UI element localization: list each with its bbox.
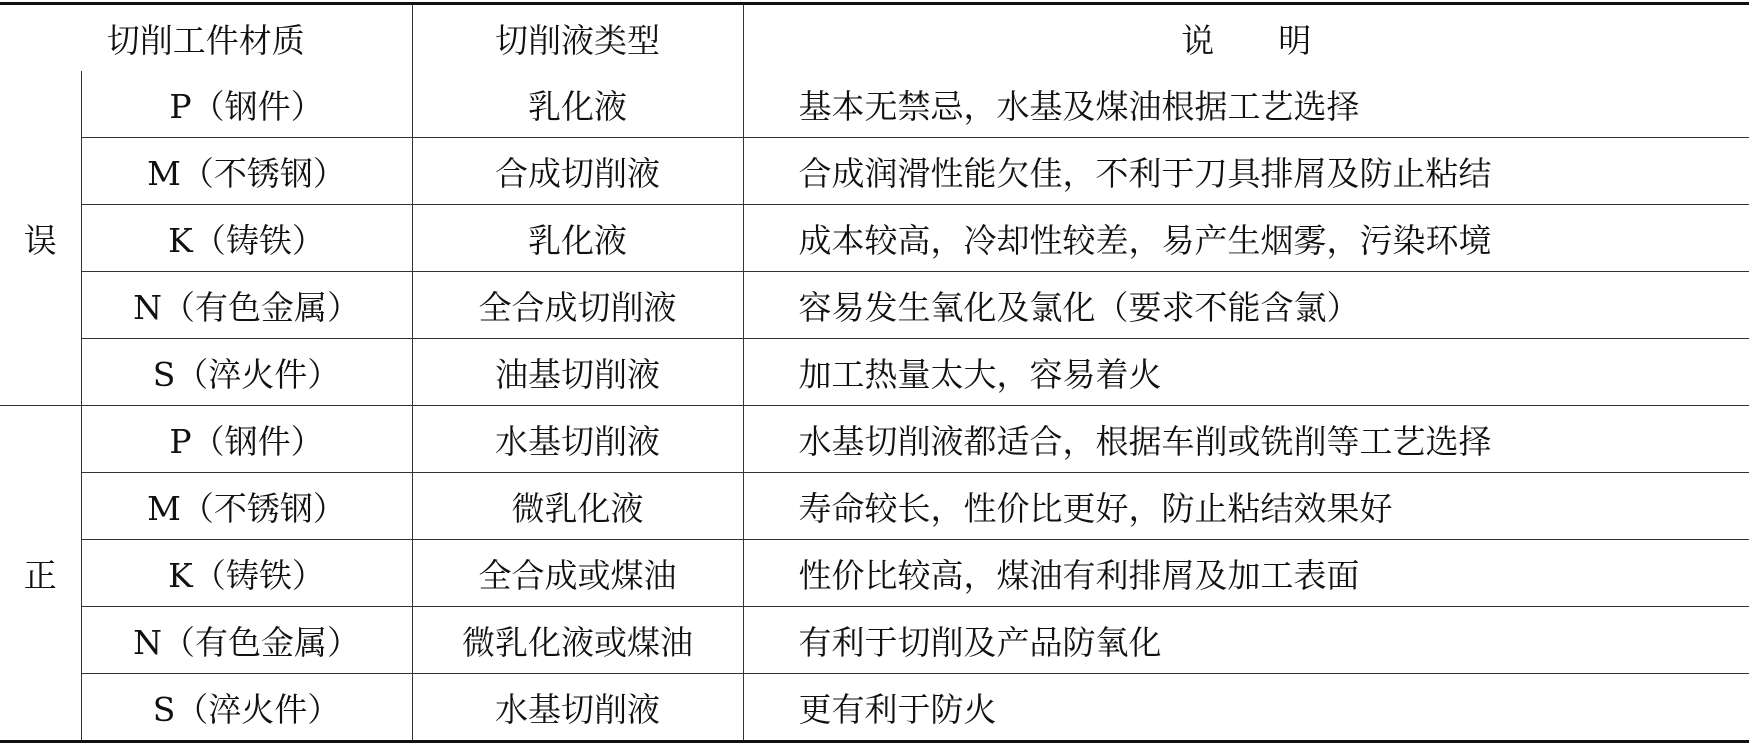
note-cell: 成本较高，冷却性较差，易产生烟雾，污染环境 bbox=[743, 205, 1749, 272]
cutting-fluid-table bbox=[0, 2, 1749, 743]
fluid-cell: 乳化液 bbox=[412, 71, 743, 138]
fluid-cell: 全合成切削液 bbox=[412, 272, 743, 339]
table-row bbox=[0, 540, 1749, 607]
fluid-cell: 水基切削液 bbox=[412, 674, 743, 742]
header-note-char1: 说 bbox=[1181, 20, 1215, 60]
table-row bbox=[0, 406, 1749, 473]
note-cell: 加工热量太大，容易着火 bbox=[743, 339, 1749, 406]
material-cell: M（不锈钢） bbox=[81, 138, 412, 205]
table-row bbox=[0, 339, 1749, 406]
fluid-cell: 乳化液 bbox=[412, 205, 743, 272]
material-cell: P（钢件） bbox=[81, 406, 412, 473]
header-note bbox=[743, 4, 1749, 72]
material-cell: P（钢件） bbox=[81, 71, 412, 138]
header-material: 切削工件材质 bbox=[0, 4, 412, 72]
fluid-cell: 水基切削液 bbox=[412, 406, 743, 473]
fluid-cell: 合成切削液 bbox=[412, 138, 743, 205]
note-cell: 容易发生氧化及氯化（要求不能含氯） bbox=[743, 272, 1749, 339]
header-note-char2: 明 bbox=[1278, 20, 1312, 60]
material-cell: N（有色金属） bbox=[81, 272, 412, 339]
material-cell: K（铸铁） bbox=[81, 540, 412, 607]
material-cell: S（淬火件） bbox=[81, 674, 412, 742]
fluid-cell: 全合成或煤油 bbox=[412, 540, 743, 607]
fluid-cell: 微乳化液或煤油 bbox=[412, 607, 743, 674]
table-row bbox=[0, 71, 1749, 138]
note-cell: 基本无禁忌，水基及煤油根据工艺选择 bbox=[743, 71, 1749, 138]
table-row bbox=[0, 205, 1749, 272]
header-fluid: 切削液类型 bbox=[412, 4, 743, 72]
note-cell: 有利于切削及产品防氧化 bbox=[743, 607, 1749, 674]
table-row bbox=[0, 138, 1749, 205]
material-cell: M（不锈钢） bbox=[81, 473, 412, 540]
group-label-right: 正 bbox=[0, 406, 81, 742]
table-row bbox=[0, 674, 1749, 742]
table-row bbox=[0, 473, 1749, 540]
group-label-wrong: 误 bbox=[0, 71, 81, 406]
note-cell: 寿命较长，性价比更好，防止粘结效果好 bbox=[743, 473, 1749, 540]
material-cell: K（铸铁） bbox=[81, 205, 412, 272]
fluid-cell: 油基切削液 bbox=[412, 339, 743, 406]
note-cell: 更有利于防火 bbox=[798, 689, 997, 729]
table-row bbox=[0, 272, 1749, 339]
fluid-cell: 微乳化液 bbox=[412, 473, 743, 540]
note-cell: 水基切削液都适合，根据车削或铣削等工艺选择 bbox=[743, 406, 1749, 473]
table-row bbox=[0, 607, 1749, 674]
material-cell: S（淬火件） bbox=[81, 339, 412, 406]
header-row bbox=[0, 4, 1749, 72]
note-cell: 合成润滑性能欠佳，不利于刀具排屑及防止粘结 bbox=[743, 138, 1749, 205]
note-cell: 性价比较高，煤油有利排屑及加工表面 bbox=[743, 540, 1749, 607]
material-cell: N（有色金属） bbox=[81, 607, 412, 674]
